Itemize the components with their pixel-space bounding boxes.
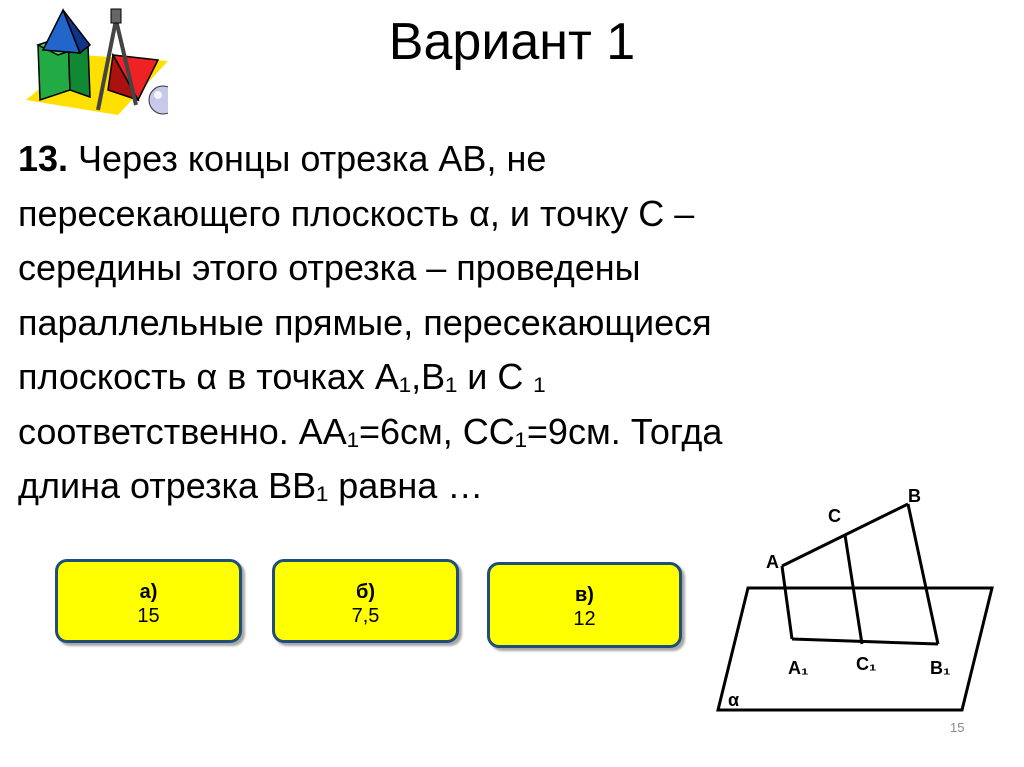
slide-title: Вариант 1 xyxy=(388,13,636,71)
line-bb1 xyxy=(908,504,938,644)
problem-number: 13. xyxy=(18,138,69,179)
problem-line: плоскость α в точках А₁,В₁ и С ₁ xyxy=(18,356,546,397)
plane-alpha-label: α xyxy=(728,690,740,710)
point-a-label: A xyxy=(766,552,779,572)
problem-text xyxy=(18,132,918,514)
problem-line: пересекающего плоскость α, и точку С – xyxy=(18,192,695,234)
answer-value: 7,5 xyxy=(351,605,380,627)
answer-label: а) xyxy=(139,581,158,603)
segment-a1b1 xyxy=(792,639,938,644)
answer-label: б) xyxy=(355,581,375,603)
answer-button-b[interactable] xyxy=(272,559,459,643)
point-c-label: C xyxy=(828,506,841,526)
problem-line: соответственно. АА₁=6см, СС₁=9см. Тогда xyxy=(18,410,723,452)
point-b-label: B xyxy=(908,486,921,506)
answer-label: в) xyxy=(575,584,594,606)
problem-line: 13. Через концы отрезка АВ, не xyxy=(18,138,547,179)
page-number: 15 xyxy=(950,720,965,735)
problem-line: длина отрезка ВВ₁ равна … xyxy=(18,465,484,506)
answer-value: 15 xyxy=(137,605,160,627)
problem-line: середины этого отрезка – проведены xyxy=(18,247,641,288)
point-c1-label: C₁ xyxy=(856,654,877,674)
answer-button-a[interactable] xyxy=(55,559,242,643)
answer-value: 12 xyxy=(573,608,596,630)
line-aa1 xyxy=(782,566,792,639)
answer-button-c[interactable] xyxy=(487,562,682,648)
problem-line: параллельные прямые, пересекающиеся xyxy=(18,301,712,343)
point-b1-label: B₁ xyxy=(930,658,951,678)
point-a1-label: A₁ xyxy=(788,658,809,678)
geometry-diagram xyxy=(712,484,1002,720)
geometry-clipart-icon xyxy=(18,5,168,125)
